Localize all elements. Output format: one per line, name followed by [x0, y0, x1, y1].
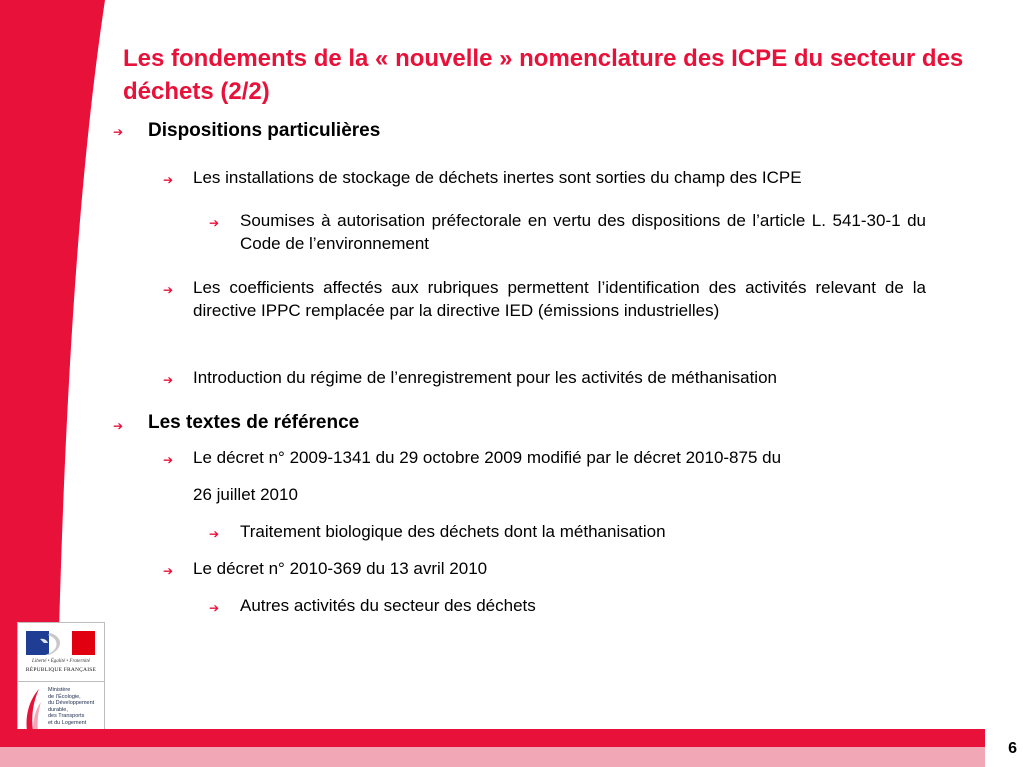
ministry-line: Ministère — [48, 687, 71, 693]
bullet-coefficients-ippc: Les coefficients affectés aux rubriques permettent l’identification des activités relevant de la directive IPPC remplacée par la directive IED (émissions industrielles) — [193, 278, 926, 320]
page-number: 6 — [1008, 740, 1017, 757]
slide-title: Les fondements de la « nouvelle » nomenclature des ICPE du secteur des déchets (2/2) — [123, 45, 964, 105]
republique-francaise-logo — [17, 622, 105, 682]
footer-red-bar — [0, 729, 1023, 747]
ministry-line: des Transports — [48, 713, 85, 719]
bullet-inert-waste: Les installations de stockage de déchets inertes sont sorties du champ des ICPE — [193, 168, 802, 187]
bullet-arrow-icon: ➔ — [209, 527, 220, 541]
bullet-arrow-icon: ➔ — [163, 283, 174, 297]
ministry-line: du Développement — [48, 700, 95, 706]
bullet-arrow-icon: ➔ — [163, 564, 174, 578]
bullet-decree-2009-1341-continued: 26 juillet 2010 — [193, 485, 298, 504]
marianne-flag-icon — [18, 625, 104, 659]
sub-bullet-prefectoral-authorization: Soumises à autorisation préfectorale en vertu des dispositions de l’article L. 541-30-1 du Code de l’environnement — [240, 211, 926, 253]
section-heading-dispositions: Dispositions particulières — [148, 120, 381, 141]
ministry-line: durable, — [48, 706, 68, 713]
bullet-methanisation-registration: Introduction du régime de l’enregistrement pour les activités de méthanisation — [193, 368, 777, 387]
footer-pink-bar — [0, 747, 1023, 767]
page-number-box — [985, 729, 1023, 767]
bullet-arrow-icon: ➔ — [209, 601, 220, 615]
logo-republique-francaise: RÉPUBLIQUE FRANÇAISE — [25, 667, 97, 673]
bullet-decree-2010-369: Le décret n° 2010-369 du 13 avril 2010 — [193, 559, 488, 578]
bullet-arrow-icon: ➔ — [163, 173, 174, 187]
ministry-line: de l’Écologie, — [48, 693, 81, 700]
bullet-arrow-icon: ➔ — [163, 453, 174, 467]
bullet-arrow-icon: ➔ — [209, 216, 220, 230]
bullet-arrow-icon: ➔ — [163, 373, 174, 387]
bullet-decree-2009-1341: Le décret n° 2009-1341 du 29 octobre 2009 modifié par le décret 2010-875 du — [193, 448, 782, 467]
section-heading-reference-texts: Les textes de référence — [148, 412, 360, 433]
sub-bullet-biological-treatment: Traitement biologique des déchets dont la méthanisation — [240, 522, 666, 541]
bullet-arrow-icon: ➔ — [113, 125, 124, 139]
logo-motto: Liberté • Égalité • Fraternité — [32, 659, 90, 664]
ministry-name — [48, 687, 104, 726]
ministry-line: et du Logement — [48, 719, 87, 726]
bullet-arrow-icon: ➔ — [113, 419, 124, 433]
sub-bullet-other-activities: Autres activités du secteur des déchets — [240, 596, 536, 615]
